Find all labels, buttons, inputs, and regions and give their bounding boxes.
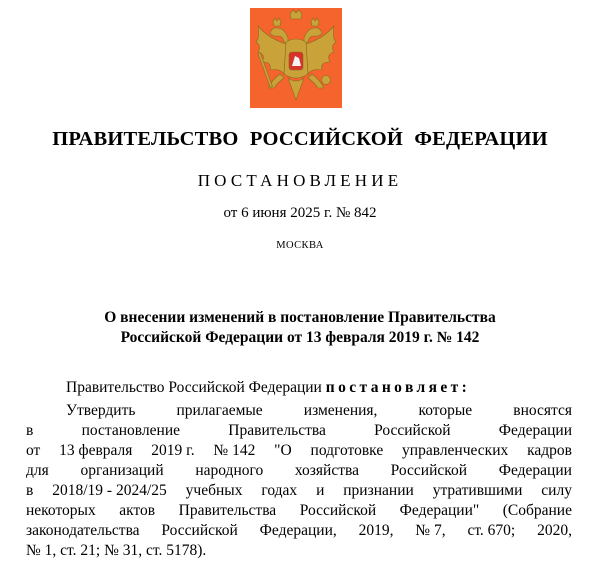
body-word: Правительства xyxy=(228,422,326,439)
preamble xyxy=(66,379,470,397)
body-word: ст. 670; xyxy=(467,522,516,539)
body-word: Российской xyxy=(161,522,238,539)
double-headed-eagle-icon xyxy=(250,8,342,108)
body-word: годах xyxy=(261,482,298,499)
subject-line: Российской Федерации от 13 февраля 2019 г. № 142 xyxy=(120,329,480,346)
body-word: Правительства xyxy=(178,502,277,519)
body-word: которые xyxy=(418,402,473,419)
body-word: от xyxy=(26,442,41,459)
body-line xyxy=(26,461,572,481)
body-word: Российской xyxy=(374,422,451,439)
body-word: управленческих xyxy=(402,442,509,459)
body-word: Федерации xyxy=(498,422,572,439)
decree-body xyxy=(26,401,572,561)
body-word: Федерации" xyxy=(399,502,480,519)
body-word: актов xyxy=(119,502,156,519)
subject-line: О внесении изменений в постановление Правительства xyxy=(104,309,496,326)
preamble-decree-word: постановляет: xyxy=(325,379,471,396)
body-word: в xyxy=(26,482,34,499)
body-word: № 7, xyxy=(415,522,446,539)
body-line xyxy=(26,521,572,541)
body-word: Федерации xyxy=(498,462,572,479)
document-subject xyxy=(0,308,600,348)
body-line xyxy=(26,441,572,461)
document-city: МОСКВА xyxy=(276,240,324,251)
body-word: законодательства xyxy=(26,522,140,539)
body-word: 2019 г. xyxy=(151,442,195,459)
body-line xyxy=(26,501,572,521)
body-word: (Собрание xyxy=(502,502,572,519)
body-word: учебных xyxy=(185,482,243,499)
state-emblem xyxy=(250,8,342,108)
body-word: хозяйства xyxy=(294,462,359,479)
body-word: 2018/19 - 2024/25 xyxy=(52,482,167,499)
body-word: Российской xyxy=(299,502,377,519)
document-type: ПОСТАНОВЛЕНИЕ xyxy=(197,171,403,190)
body-word: вносятся xyxy=(513,402,572,419)
body-word: утратившими xyxy=(432,482,523,499)
government-title: ПРАВИТЕЛЬСТВО РОССИЙСКОЙ ФЕДЕРАЦИИ xyxy=(52,128,548,150)
body-word: некоторых xyxy=(26,502,96,519)
body-word: 13 февраля xyxy=(59,442,133,459)
body-word: № 142 xyxy=(213,442,256,459)
body-word: прилагаемые xyxy=(176,402,263,419)
body-word: изменения, xyxy=(303,402,378,419)
body-word: Федерации, xyxy=(259,522,337,539)
body-line xyxy=(26,541,572,561)
body-word: 2019, xyxy=(358,522,394,539)
body-word: силу xyxy=(541,482,572,499)
body-word: 2020, xyxy=(537,522,572,539)
body-word: признании xyxy=(343,482,414,499)
body-word: в xyxy=(26,422,34,439)
body-word: "О xyxy=(274,442,292,459)
body-word: для xyxy=(26,462,49,479)
body-word: организаций xyxy=(80,462,164,479)
body-word: подготовке xyxy=(310,442,384,459)
body-line xyxy=(26,481,572,501)
body-line xyxy=(26,421,572,441)
body-word: постановление xyxy=(81,422,181,439)
body-word: кадров xyxy=(527,442,572,459)
body-word: и xyxy=(316,482,325,499)
preamble-text: Правительство Российской Федерации xyxy=(66,379,322,396)
document-date-number: от 6 июня 2025 г. № 842 xyxy=(223,205,377,221)
body-word: № 1, ст. 21; № 31, ст. 5178). xyxy=(26,542,207,559)
body-line xyxy=(26,401,572,421)
body-word: народного xyxy=(195,462,264,479)
body-word: Российской xyxy=(390,462,468,479)
body-word: Утвердить xyxy=(66,402,136,419)
